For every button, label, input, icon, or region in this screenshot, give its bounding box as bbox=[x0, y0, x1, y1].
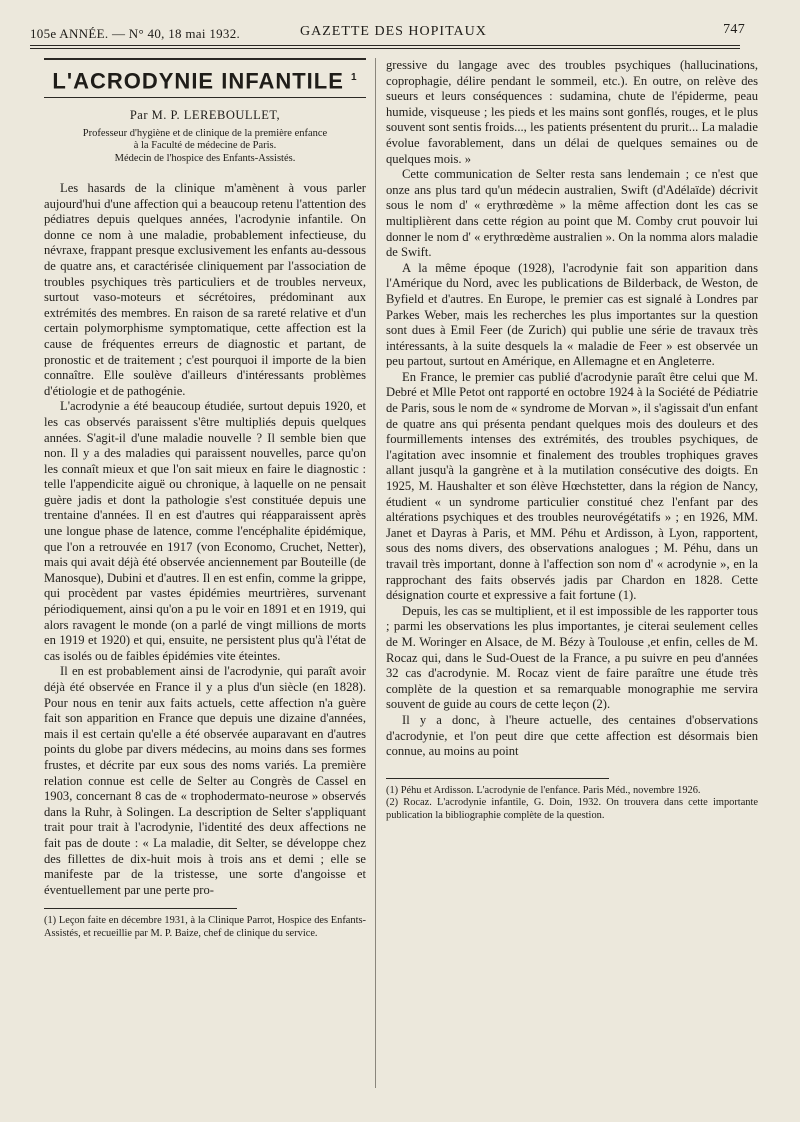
footnote: (1) Péhu et Ardisson. L'acrodynie de l'enfance. Paris Méd., novembre 1926. bbox=[386, 784, 701, 796]
footnote: (2) Rocaz. L'acrodynie infantile, G. Doin, 1932. On trouvera dans cette importante publication la bibliographie complète de la question. bbox=[386, 797, 758, 821]
paragraph: A la même époque (1928), l'acrodynie fait son apparition dans l'Amérique du Nord, avec les publications de Bilderback, de Weston, de Byfield et d'autres. En Europe, le premier cas est signalé à Londres par Parkes Weber, mais les recherches les plus importantes sur la question sont dues à Emil Feer (de Zurich) qui publie une série de travaux très intéressants, à la suite desquels la « maladie de Feer » est observée un peu partout, surtout en Amérique, en Allemagne et en Angleterre. bbox=[386, 260, 758, 369]
paragraph: Depuis, les cas se multiplient, et il est impossible de les rapporter tous ; parmi les observations les plus importantes, je citerai seulement celles de M. Woringer en Alsace, de M. Bézy à Toulouse ,et enfin, celles de M. Rocaz qui, dans le Sud-Ouest de la France, a pu suivre en peu d'années 32 cas d'acrodynie. M. Rocaz vient de faire paraître une étude très complète de la question et sa remarquable monographie me servira souvent de guide au cours de cette leçon (2). bbox=[386, 603, 758, 712]
header-rule bbox=[30, 45, 740, 46]
affiliation-line: Médecin de l'hospice des Enfants-Assistés. bbox=[114, 152, 296, 164]
paragraph: gressive du langage avec des troubles psychiques (hallucinations, coprophagie, délire pendant le sommeil, etc.). En outre, on relève des sueurs et leurs conséquences : sudamina, chute de l'épiderme, peau humide, visqueuse ; les pieds et les mains sont gonflés, rouges, et le plus souvent sont sentis froids..., les patients présentent du prurit... La maladie évolue favorablement, dans un délai de quelques semaines ou de quelques mois. » bbox=[386, 58, 758, 166]
paragraph: Il en est probablement ainsi de l'acrodynie, qui paraît avoir déjà été observée en France il y a plus d'un siècle (en 1828). Pour nous en tenir aux faits actuels, cette affection n'a guère fait son apparition en France que depuis une dizaine d'années, mais il est certain qu'elle a été observée auparavant en d'autres points du globe par divers médecins, au moins dans ses formes frustes, et décrite par eux sous des noms variés. La première relation connue est celle de Selter au Congrès de Cassel en 1903, concernant 8 cas de « trophodermato-neurose » observés dans la Ruhr, à Solingen. La description de Selter s'appliquant trait pour trait à l'acrodynie, l'identité des deux affections ne fait pas de doute : « La maladie, dit Selter, se développe chez des fillettes de dix-huit mois à trois ans et demi ; elle se manifeste par de la tristesse, une sorte d'angoisse et éventuellement par une perte pro- bbox=[44, 664, 366, 897]
author-line: Par M. P. LEREBOULLET, bbox=[129, 107, 281, 122]
article-title: L'ACRODYNIE INFANTILE $^1$ bbox=[52, 68, 358, 94]
page-number: 747 bbox=[723, 22, 745, 37]
affiliation-line: Professeur d'hygiène et de clinique de la première enfance bbox=[82, 127, 328, 139]
paragraph: L'acrodynie a été beaucoup étudiée, surtout depuis 1920, et les cas observés paraissent s'être multipliés depuis quelques années. S'agit-il d'une maladie nouvelle ? Il semble bien que non. Il y a des maladies qui paraissent nouvelles, parce qu'on les connaît mieux et que l'on sait mieux en faire le diagnostic : telle l'appendicite aiguë ou chronique, à laquelle on ne pensait guère jadis et dont la pathologie s'est constituée depuis une trentaine d'années. Il en est d'autres qui réapparaissent après une longue phase de latence, comme l'encéphalite épidémique, que l'on a retrouvée en 1917 (von Economo, Cruchet, Netter), mais qui avait déjà été observée anciennement par Bouteille (de Manosque), Dubini et d'autres. Il en est enfin, comme la grippe, qui procèdent par vastes épidémies meurtrières, survenant périodiquement, ainsi qu'on a pu le voir en 1891 et en 1919, qui alors ravagent le monde (on a parlé de vingt millions de morts en 1919 et 1920) et qui, ensuite, ne persistent plus qu'à l'état de cas isolés ou de faibles épidémies vite éteintes. bbox=[44, 399, 366, 663]
title-footnote-mark: 1 bbox=[351, 72, 358, 83]
title-block bbox=[44, 58, 366, 98]
paragraph: En France, le premier cas publié d'acrodynie paraît être celui que M. Debré et Mlle Petot ont rapporté en octobre 1924 à la Société de Pédiatrie de Paris, sous le nom de « syndrome de Morvan », il s'agissait d'un enfant de quatre ans qui présenta pendant quelques mois des douleurs et des fourmillements intenses des extrémités, des troubles psychiques, de l'agitation avec insomnie et finalement des troubles trophiques graves allant jusqu'à la gangrène et à la mutilation consécutive des doigts. En 1925, M. Haushalter et son élève Hœchstetter, dans la région de Nancy, étudient « un syndrome particulier constitué chez l'enfant par des altérations psychiques et des troubles neurovégétatifs » ; en 1926, MM. Janet et Dayras à Paris, et MM. Péhu et Ardisson, à Lyon, rapportent, sous des noms divers, des observations analogues ; M. Péhu, dans un travail très important, donne à l'affection son nom d' « acrodynie », en la rapprochant des faits observés jadis par Chardon en 1828. Cette désignation courte et expressive a fait fortune (1). bbox=[386, 369, 758, 603]
left-column bbox=[44, 58, 366, 940]
footnote-rule bbox=[386, 778, 609, 779]
running-header bbox=[30, 22, 745, 44]
journal-title: GAZETTE DES HOPITAUX bbox=[300, 24, 487, 39]
paragraph: Les hasards de la clinique m'amènent à vous parler aujourd'hui d'une affection qui a beaucoup retenu l'attention des pédiatres depuis quelques années, l'acrodynie infantile. On donne ce nom à une maladie, probablement infectieuse, du névraxe, frappant presque exclusivement les enfants au-dessous de quatre ans, et caractérisée cliniquement par l'association de troubles psychiques très particuliers et de troubles nerveux, surtout vaso-moteurs et sécrétoires, prédominant aux extrémités des membres. En raison de sa rareté relative et d'un certain polymorphisme symptomatique, cette affection est la cause de fréquentes erreurs de diagnostic et partant, de pronostic et de traitement ; c'est pourquoi il importe de la bien connaître. Elle soulève d'ailleurs d'intéressants problèmes d'étiologie et de pathogénie. bbox=[44, 181, 366, 398]
footnotes bbox=[386, 778, 758, 822]
paragraph: Cette communication de Selter resta sans lendemain ; ce n'est que onze ans plus tard qu'un médecin australien, Swift (d'Adélaïde) décrivit sous le nom d' « erythrœdème » la même affection dont les cas se multiplièrent dans cette région au point que M. Comby crut pouvoir lui donner le nom d' « erythrœdème australien ». On la nomma alors maladie de Swift. bbox=[386, 167, 758, 260]
footnote: (1) Leçon faite en décembre 1931, à la Clinique Parrot, Hospice des Enfants-Assistés, et recueillie par M. P. Baize, chef de clinique du service. bbox=[44, 915, 366, 939]
author-affiliation bbox=[44, 128, 366, 166]
header-rule-double bbox=[30, 48, 740, 49]
column-divider bbox=[375, 58, 376, 1088]
right-column bbox=[386, 58, 758, 822]
affiliation-line: à la Faculté de médecine de Paris. bbox=[133, 140, 277, 152]
footnote-rule bbox=[44, 908, 237, 909]
paragraph: Il y a donc, à l'heure actuelle, des centaines d'observations d'acrodynie, et l'on peut dire que cette affection est désormais bien connue, au moins au point bbox=[386, 712, 758, 759]
issue-info: 105e ANNÉE. — N° 40, 18 mai 1932. bbox=[30, 26, 241, 41]
